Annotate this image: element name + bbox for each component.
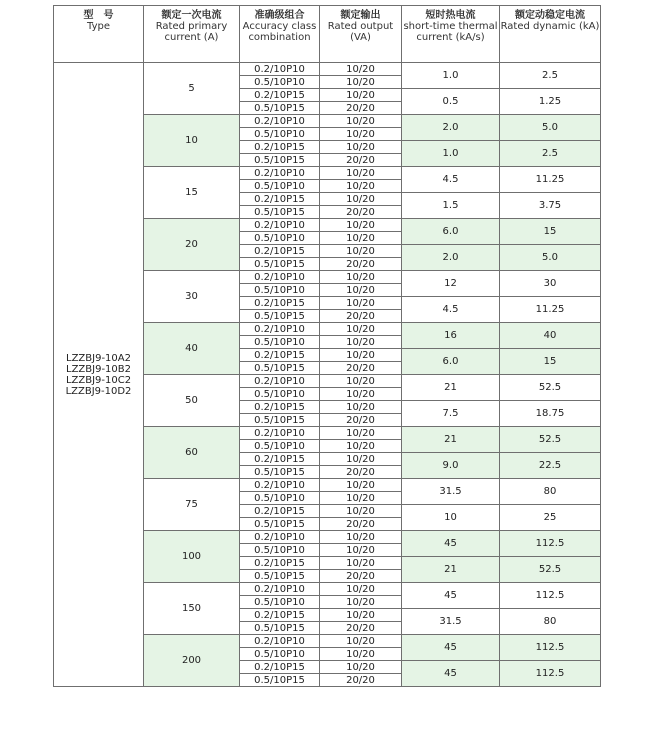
thermal-cell: 4.5 — [402, 167, 500, 193]
output-cell: 10/20 — [320, 401, 402, 414]
accuracy-cell: 0.5/10P15 — [240, 518, 320, 531]
spec-table — [53, 5, 601, 687]
output-cell: 20/20 — [320, 674, 402, 687]
output-cell: 20/20 — [320, 466, 402, 479]
header-output — [320, 6, 402, 63]
header-current — [144, 6, 240, 63]
header-thermal — [402, 6, 500, 63]
output-cell: 10/20 — [320, 661, 402, 674]
rated-current-cell: 60 — [144, 427, 240, 479]
output-cell: 10/20 — [320, 245, 402, 258]
output-cell: 10/20 — [320, 583, 402, 596]
dynamic-cell: 2.5 — [500, 63, 601, 89]
dynamic-cell: 112.5 — [500, 583, 601, 609]
output-cell: 20/20 — [320, 154, 402, 167]
thermal-cell: 1.0 — [402, 63, 500, 89]
accuracy-cell: 0.5/10P15 — [240, 674, 320, 687]
header-thermal-en: short-time thermal current (kA/s) — [403, 21, 498, 43]
accuracy-cell: 0.2/10P10 — [240, 323, 320, 336]
header-current-zh: 额定一次电流 — [161, 10, 222, 21]
dynamic-cell: 80 — [500, 479, 601, 505]
dynamic-cell: 52.5 — [500, 427, 601, 453]
accuracy-cell: 0.2/10P15 — [240, 401, 320, 414]
rated-current-cell: 30 — [144, 271, 240, 323]
output-cell: 10/20 — [320, 219, 402, 232]
accuracy-cell: 0.2/10P10 — [240, 427, 320, 440]
accuracy-cell: 0.5/10P10 — [240, 648, 320, 661]
header-accuracy-en: Accuracy class combination — [242, 21, 317, 43]
output-cell: 10/20 — [320, 453, 402, 466]
accuracy-cell: 0.2/10P10 — [240, 583, 320, 596]
dynamic-cell: 5.0 — [500, 115, 601, 141]
accuracy-cell: 0.5/10P15 — [240, 102, 320, 115]
dynamic-cell: 1.25 — [500, 89, 601, 115]
output-cell: 10/20 — [320, 76, 402, 89]
accuracy-cell: 0.2/10P10 — [240, 115, 320, 128]
dynamic-cell: 3.75 — [500, 193, 601, 219]
rated-current-cell: 150 — [144, 583, 240, 635]
output-cell: 10/20 — [320, 141, 402, 154]
accuracy-cell: 0.2/10P15 — [240, 661, 320, 674]
dynamic-cell: 112.5 — [500, 635, 601, 661]
accuracy-cell: 0.2/10P15 — [240, 505, 320, 518]
accuracy-cell: 0.5/10P15 — [240, 466, 320, 479]
accuracy-cell: 0.5/10P15 — [240, 622, 320, 635]
accuracy-cell: 0.5/10P10 — [240, 180, 320, 193]
output-cell: 10/20 — [320, 336, 402, 349]
output-cell: 10/20 — [320, 297, 402, 310]
accuracy-cell: 0.2/10P10 — [240, 531, 320, 544]
dynamic-cell: 11.25 — [500, 167, 601, 193]
header-current-en: Rated primary current (A) — [155, 21, 228, 43]
output-cell: 20/20 — [320, 206, 402, 219]
accuracy-cell: 0.5/10P15 — [240, 154, 320, 167]
output-cell: 10/20 — [320, 531, 402, 544]
thermal-cell: 21 — [402, 427, 500, 453]
thermal-cell: 21 — [402, 375, 500, 401]
type-line: LZZBJ9-10A2 — [66, 352, 131, 364]
accuracy-cell: 0.5/10P10 — [240, 440, 320, 453]
accuracy-cell: 0.2/10P10 — [240, 219, 320, 232]
dynamic-cell: 2.5 — [500, 141, 601, 167]
accuracy-cell: 0.2/10P10 — [240, 167, 320, 180]
accuracy-cell: 0.5/10P10 — [240, 492, 320, 505]
output-cell: 10/20 — [320, 128, 402, 141]
accuracy-cell: 0.5/10P10 — [240, 388, 320, 401]
thermal-cell: 10 — [402, 505, 500, 531]
header-dynamic — [500, 6, 601, 63]
accuracy-cell: 0.2/10P15 — [240, 193, 320, 206]
accuracy-cell: 0.5/10P15 — [240, 310, 320, 323]
output-cell: 10/20 — [320, 115, 402, 128]
header-type-zh: 型 号 — [83, 10, 114, 21]
thermal-cell: 45 — [402, 661, 500, 687]
rated-current-cell: 200 — [144, 635, 240, 687]
table-row — [54, 63, 601, 76]
output-cell: 10/20 — [320, 63, 402, 76]
thermal-cell: 6.0 — [402, 219, 500, 245]
rated-current-cell: 75 — [144, 479, 240, 531]
output-cell: 10/20 — [320, 323, 402, 336]
rated-current-cell: 50 — [144, 375, 240, 427]
output-cell: 10/20 — [320, 544, 402, 557]
dynamic-cell: 52.5 — [500, 557, 601, 583]
header-dynamic-en: Rated dynamic (kA) — [500, 21, 600, 32]
thermal-cell: 7.5 — [402, 401, 500, 427]
header-output-zh: 额定输出 — [340, 10, 381, 21]
type-cell — [54, 63, 144, 687]
output-cell: 20/20 — [320, 570, 402, 583]
output-cell: 10/20 — [320, 89, 402, 102]
header-dynamic-zh: 额定动稳定电流 — [515, 10, 585, 21]
accuracy-cell: 0.5/10P10 — [240, 76, 320, 89]
output-cell: 20/20 — [320, 310, 402, 323]
type-line: LZZBJ9-10B2 — [66, 363, 131, 375]
output-cell: 20/20 — [320, 258, 402, 271]
accuracy-cell: 0.2/10P15 — [240, 141, 320, 154]
output-cell: 10/20 — [320, 492, 402, 505]
dynamic-cell: 15 — [500, 219, 601, 245]
accuracy-cell: 0.2/10P10 — [240, 271, 320, 284]
accuracy-cell: 0.5/10P10 — [240, 596, 320, 609]
output-cell: 10/20 — [320, 609, 402, 622]
output-cell: 10/20 — [320, 375, 402, 388]
dynamic-cell: 80 — [500, 609, 601, 635]
header-row — [54, 6, 601, 63]
dynamic-cell: 15 — [500, 349, 601, 375]
header-thermal-zh: 短时热电流 — [425, 10, 476, 21]
accuracy-cell: 0.2/10P15 — [240, 349, 320, 362]
thermal-cell: 45 — [402, 531, 500, 557]
thermal-cell: 1.5 — [402, 193, 500, 219]
rated-current-cell: 20 — [144, 219, 240, 271]
accuracy-cell: 0.5/10P15 — [240, 570, 320, 583]
output-cell: 10/20 — [320, 388, 402, 401]
accuracy-cell: 0.5/10P15 — [240, 362, 320, 375]
output-cell: 10/20 — [320, 167, 402, 180]
accuracy-cell: 0.5/10P15 — [240, 258, 320, 271]
rated-current-cell: 10 — [144, 115, 240, 167]
type-line: LZZBJ9-10D2 — [65, 385, 132, 397]
output-cell: 10/20 — [320, 479, 402, 492]
output-cell: 10/20 — [320, 193, 402, 206]
output-cell: 10/20 — [320, 427, 402, 440]
header-accuracy — [240, 6, 320, 63]
output-cell: 20/20 — [320, 622, 402, 635]
accuracy-cell: 0.2/10P10 — [240, 375, 320, 388]
thermal-cell: 6.0 — [402, 349, 500, 375]
header-output-en: Rated output (VA) — [327, 21, 394, 43]
output-cell: 20/20 — [320, 518, 402, 531]
thermal-cell: 9.0 — [402, 453, 500, 479]
output-cell: 10/20 — [320, 349, 402, 362]
header-type — [54, 6, 144, 63]
accuracy-cell: 0.5/10P10 — [240, 544, 320, 557]
output-cell: 10/20 — [320, 557, 402, 570]
dynamic-cell: 11.25 — [500, 297, 601, 323]
thermal-cell: 45 — [402, 583, 500, 609]
accuracy-cell: 0.2/10P15 — [240, 557, 320, 570]
thermal-cell: 12 — [402, 271, 500, 297]
thermal-cell: 45 — [402, 635, 500, 661]
thermal-cell: 0.5 — [402, 89, 500, 115]
accuracy-cell: 0.2/10P10 — [240, 63, 320, 76]
dynamic-cell: 112.5 — [500, 661, 601, 687]
header-accuracy-zh: 准确级组合 — [254, 10, 305, 21]
dynamic-cell: 52.5 — [500, 375, 601, 401]
dynamic-cell: 22.5 — [500, 453, 601, 479]
dynamic-cell: 18.75 — [500, 401, 601, 427]
dynamic-cell: 112.5 — [500, 531, 601, 557]
dynamic-cell: 5.0 — [500, 245, 601, 271]
output-cell: 10/20 — [320, 635, 402, 648]
accuracy-cell: 0.5/10P10 — [240, 128, 320, 141]
rated-current-cell: 5 — [144, 63, 240, 115]
thermal-cell: 16 — [402, 323, 500, 349]
accuracy-cell: 0.2/10P15 — [240, 245, 320, 258]
thermal-cell: 4.5 — [402, 297, 500, 323]
accuracy-cell: 0.5/10P15 — [240, 414, 320, 427]
rated-current-cell: 40 — [144, 323, 240, 375]
dynamic-cell: 40 — [500, 323, 601, 349]
output-cell: 10/20 — [320, 505, 402, 518]
header-type-en: Type — [87, 21, 110, 32]
accuracy-cell: 0.5/10P15 — [240, 206, 320, 219]
accuracy-cell: 0.2/10P15 — [240, 609, 320, 622]
accuracy-cell: 0.5/10P10 — [240, 284, 320, 297]
output-cell: 10/20 — [320, 180, 402, 193]
thermal-cell: 2.0 — [402, 115, 500, 141]
output-cell: 10/20 — [320, 648, 402, 661]
output-cell: 10/20 — [320, 271, 402, 284]
thermal-cell: 1.0 — [402, 141, 500, 167]
accuracy-cell: 0.2/10P10 — [240, 479, 320, 492]
thermal-cell: 31.5 — [402, 609, 500, 635]
accuracy-cell: 0.5/10P10 — [240, 232, 320, 245]
type-line: LZZBJ9-10C2 — [65, 374, 132, 386]
thermal-cell: 31.5 — [402, 479, 500, 505]
rated-current-cell: 100 — [144, 531, 240, 583]
dynamic-cell: 25 — [500, 505, 601, 531]
output-cell: 10/20 — [320, 232, 402, 245]
accuracy-cell: 0.2/10P15 — [240, 453, 320, 466]
output-cell: 10/20 — [320, 440, 402, 453]
spec-body — [54, 63, 601, 687]
output-cell: 20/20 — [320, 102, 402, 115]
output-cell: 20/20 — [320, 414, 402, 427]
accuracy-cell: 0.2/10P10 — [240, 635, 320, 648]
output-cell: 20/20 — [320, 362, 402, 375]
dynamic-cell: 30 — [500, 271, 601, 297]
rated-current-cell: 15 — [144, 167, 240, 219]
thermal-cell: 21 — [402, 557, 500, 583]
accuracy-cell: 0.2/10P15 — [240, 297, 320, 310]
accuracy-cell: 0.2/10P15 — [240, 89, 320, 102]
accuracy-cell: 0.5/10P10 — [240, 336, 320, 349]
output-cell: 10/20 — [320, 596, 402, 609]
thermal-cell: 2.0 — [402, 245, 500, 271]
output-cell: 10/20 — [320, 284, 402, 297]
